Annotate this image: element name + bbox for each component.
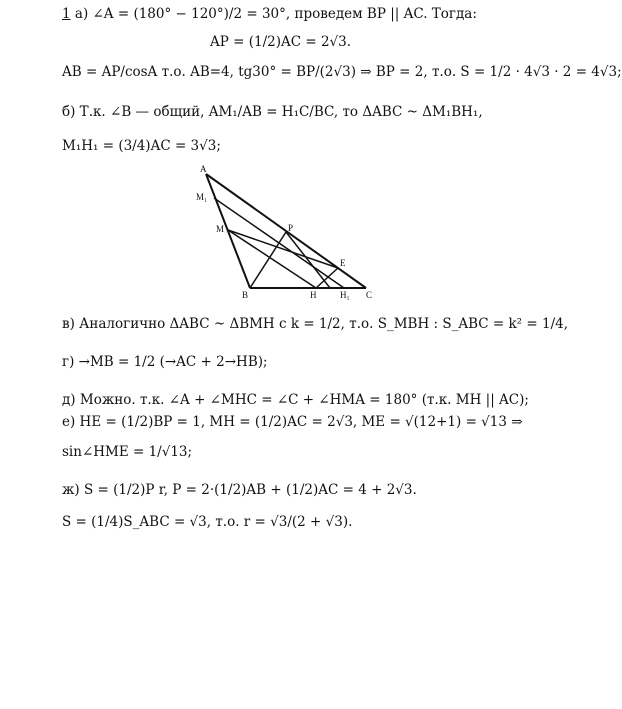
segment-P-to-base: [286, 232, 330, 288]
problem-number: 1: [62, 6, 71, 22]
label-P: P: [288, 223, 294, 233]
segment-BP: [250, 232, 286, 288]
line-zh: ж) S = (1/2)P r, P = 2·(1/2)AB + (1/2)AC = 4 + 2√3.: [62, 482, 417, 498]
label-M1: M₁: [196, 192, 208, 202]
label-H: H: [310, 290, 317, 300]
line-a1: 1 а) ∠A = (180° − 120°)/2 = 30°, проведем BP || AC. Тогда:: [62, 6, 477, 22]
line-d: д) Можно. т.к. ∠A + ∠MHC = ∠C + ∠HMA = 180° (т.к. MH || AC);: [62, 392, 529, 408]
label-H1: H₁: [340, 290, 350, 300]
line-z2: S = (1/4)S_ABC = √3, т.о. r = √3/(2 + √3).: [62, 514, 353, 530]
triangle-figure: [190, 160, 390, 305]
label-C: C: [366, 290, 373, 300]
line-v: в) Аналогично ΔABC ~ ΔBMH с k = 1/2, т.о. S_MBH : S_ABC = k² = 1/4,: [62, 316, 568, 332]
line-e1: е) HE = (1/2)BP = 1, MH = (1/2)AC = 2√3, ME = √(12+1) = √13 ⇒: [62, 414, 523, 430]
line-b1: б) Т.к. ∠B — общий, AM₁/AB = H₁C/BC, то ΔABC ~ ΔM₁BH₁,: [62, 104, 483, 120]
line-b2: M₁H₁ = (3/4)AC = 3√3;: [62, 138, 221, 154]
segment-AB: [206, 174, 250, 288]
label-B: B: [242, 290, 249, 300]
line-e2: sin∠HME = 1/√13;: [62, 444, 193, 460]
label-A: A: [200, 164, 207, 174]
line-a3: AB = AP/cosA т.о. AB=4, tg30° = BP/(2√3) ⇒ BP = 2, т.о. S = 1/2 · 4√3 · 2 = 4√3;: [62, 64, 622, 80]
label-E: E: [340, 258, 346, 268]
line-a2: AP = (1/2)AC = 2√3.: [210, 34, 352, 50]
label-M: M: [216, 224, 225, 234]
line-g: г) →MB = 1/2 (→AC + 2→HB);: [62, 354, 268, 370]
